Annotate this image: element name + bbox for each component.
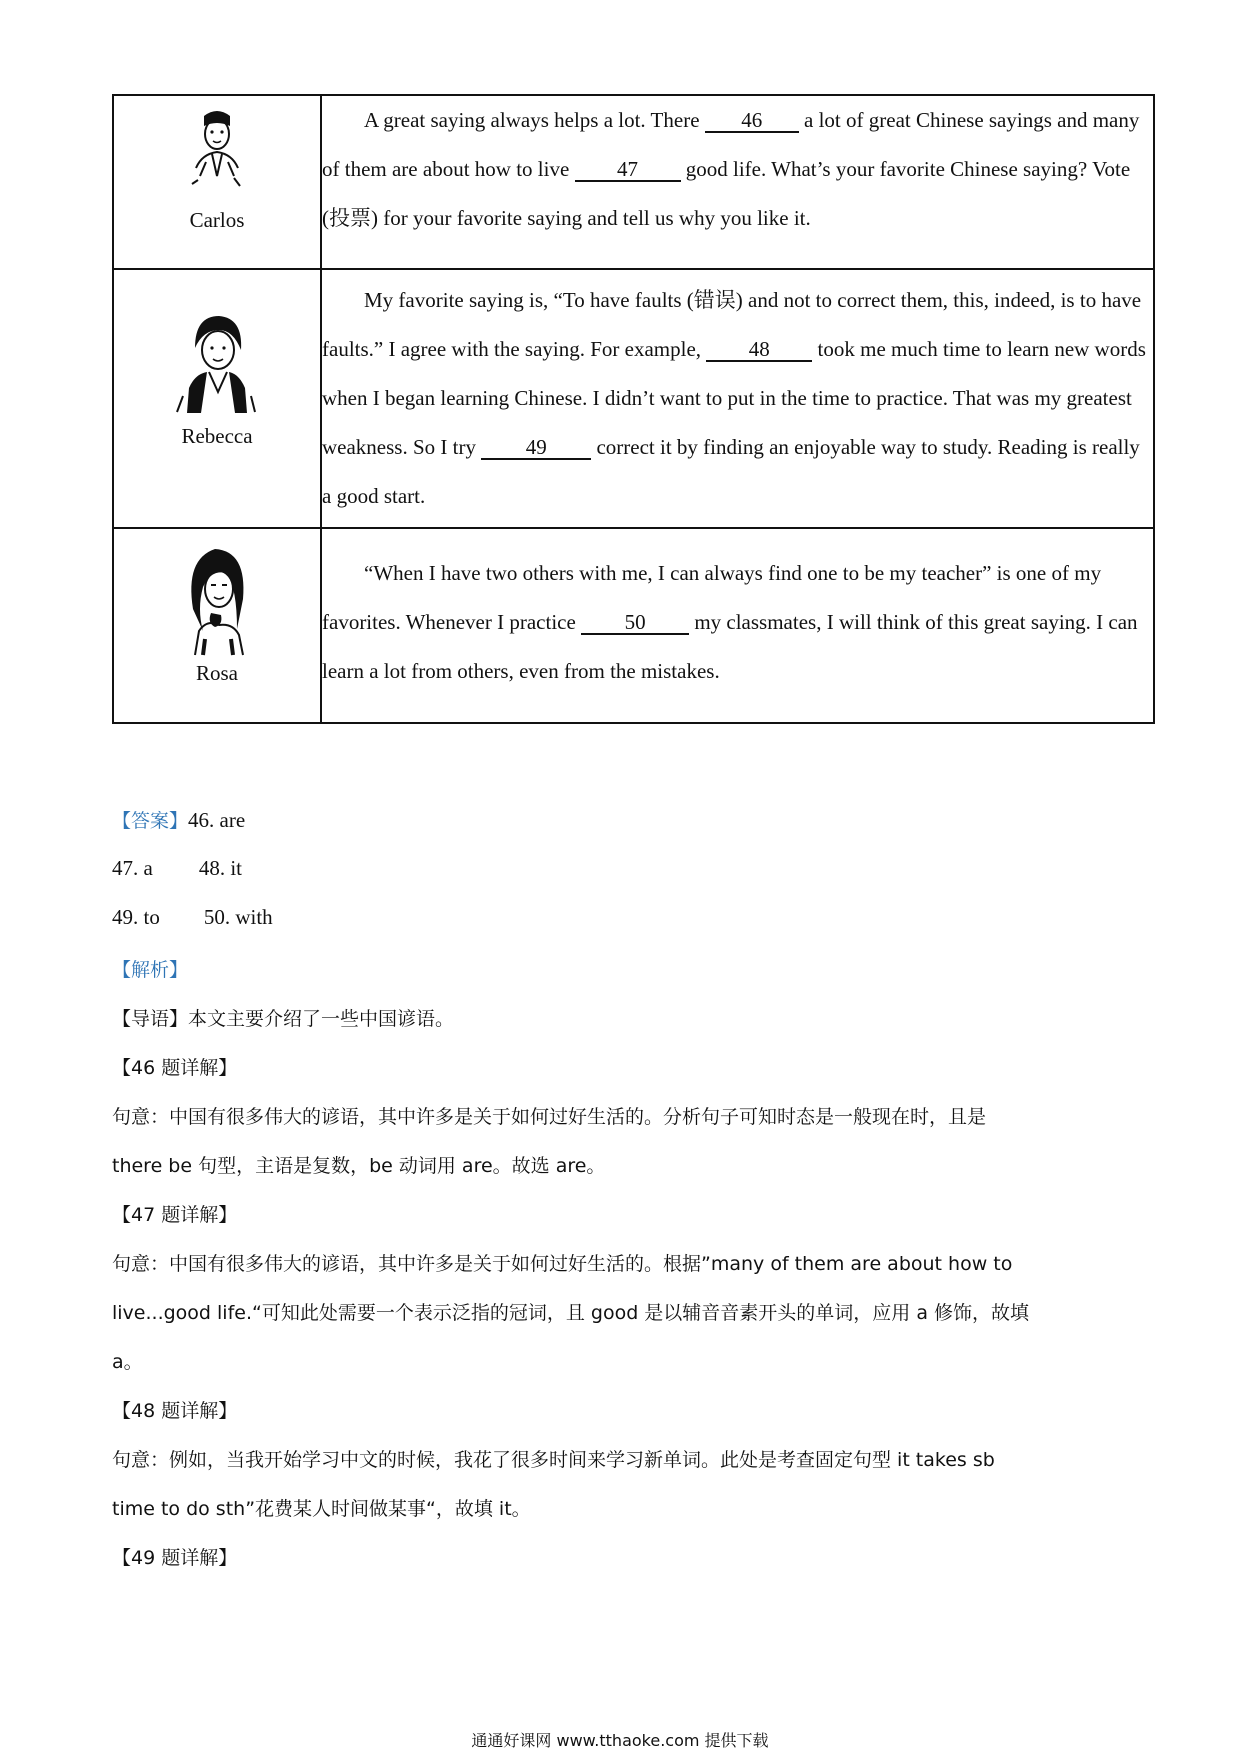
answer-line [112,905,273,930]
section-heading: 【48 题详解】 [112,1400,238,1422]
passage-segment: My favorite saying is, “To have faults (错误) and not to correct them, this, indeed, is to have faults.” I agree with the saying. For example, [322,288,1142,361]
section-heading: 【49 题详解】 [112,1547,238,1569]
answer-line [112,856,242,881]
speaker-name: Carlos [189,208,245,232]
explanation-line: a。 [112,1351,143,1373]
passage-text [322,96,1153,243]
passage-cell [321,95,1154,269]
passage-segment: took me much time to learn new words when I began learning Chinese. I didn’t want to put in the time to practice. That was my greatest weakness. So I try [322,337,1146,459]
explanation-line: 句意：例如，当我开始学习中文的时候，我花了很多时间来学习新单词。此处是考查固定句型 it takes sb [112,1449,995,1471]
answer-46: 46. are [188,808,246,832]
passage-cell [321,528,1154,723]
answer-blank: 47 [575,158,681,182]
speaker-cell [113,269,321,528]
section-heading: 【47 题详解】 [112,1204,238,1226]
explanation-line: 句意：中国有很多伟大的谚语，其中许多是关于如何过好生活的。分析句子可知时态是一般现在时，且是 [112,1106,987,1128]
page-footer: 通通好课网 www.tthaoke.com 提供下载 [471,1731,769,1750]
rosa-portrait-icon [167,539,267,657]
answer-blank: 46 [705,109,799,133]
passage-text [322,276,1153,521]
passage-cell [321,269,1154,528]
table-row [113,528,1154,723]
explanation-line: time to do sth”花费某人时间做某事“，故填 it。 [112,1498,531,1520]
explanation-line: 句意：中国有很多伟大的谚语，其中许多是关于如何过好生活的。根据”many of them are about how to [112,1253,1013,1275]
answer-blank: 49 [481,436,591,460]
speaker-name: Rosa [196,661,238,685]
passage-segment: good life. What’s your favorite Chinese saying? Vote (投票) for your favorite saying and tell us why you like it. [322,157,1131,230]
passage-segment: correct it by finding an enjoyable way to study. Reading is really a good start. [322,435,1140,508]
answer-blank: 50 [581,611,689,635]
passage-text [322,549,1153,696]
answer-48: 48. it [198,856,242,880]
passage-segment: my classmates, I will think of this great saying. I can learn a lot from others, even from the mistakes. [322,610,1138,683]
answer-line [112,806,245,833]
passage-table [112,94,1155,724]
passage-segment: A great saying always helps a lot. There [364,108,705,132]
section-heading: 【46 题详解】 [112,1057,238,1079]
explanation-line: there be 句型，主语是复数，be 动词用 are。故选 are。 [112,1155,606,1177]
speaker-cell [113,528,321,723]
explanation-line: live...good life.“可知此处需要一个表示泛指的冠词，且 good 是以辅音音素开头的单词，应用 a 修饰，故填 [112,1302,1030,1324]
table-row [113,95,1154,269]
passage-segment: a lot of great Chinese sayings and many of them are about how to live [322,108,1140,181]
analysis-tag: 【解析】 [112,959,189,981]
answer-50: 50. with [203,905,273,929]
table-row [113,269,1154,528]
speaker-name: Rebecca [181,424,253,448]
answer-49: 49. to [112,905,160,929]
answer-47: 47. a [112,856,153,880]
answer-tag: 【答案】 [112,810,189,832]
intro-line: 【导语】本文主要介绍了一些中国谚语。 [112,1008,455,1030]
carlos-portrait-icon [172,106,262,206]
passage-segment: “When I have two others with me, I can always find one to be my teacher” is one of my favorites. Whenever I practice [322,561,1102,634]
speaker-cell [113,95,321,269]
answer-blank: 48 [706,338,812,362]
rebecca-portrait-icon [167,308,267,418]
